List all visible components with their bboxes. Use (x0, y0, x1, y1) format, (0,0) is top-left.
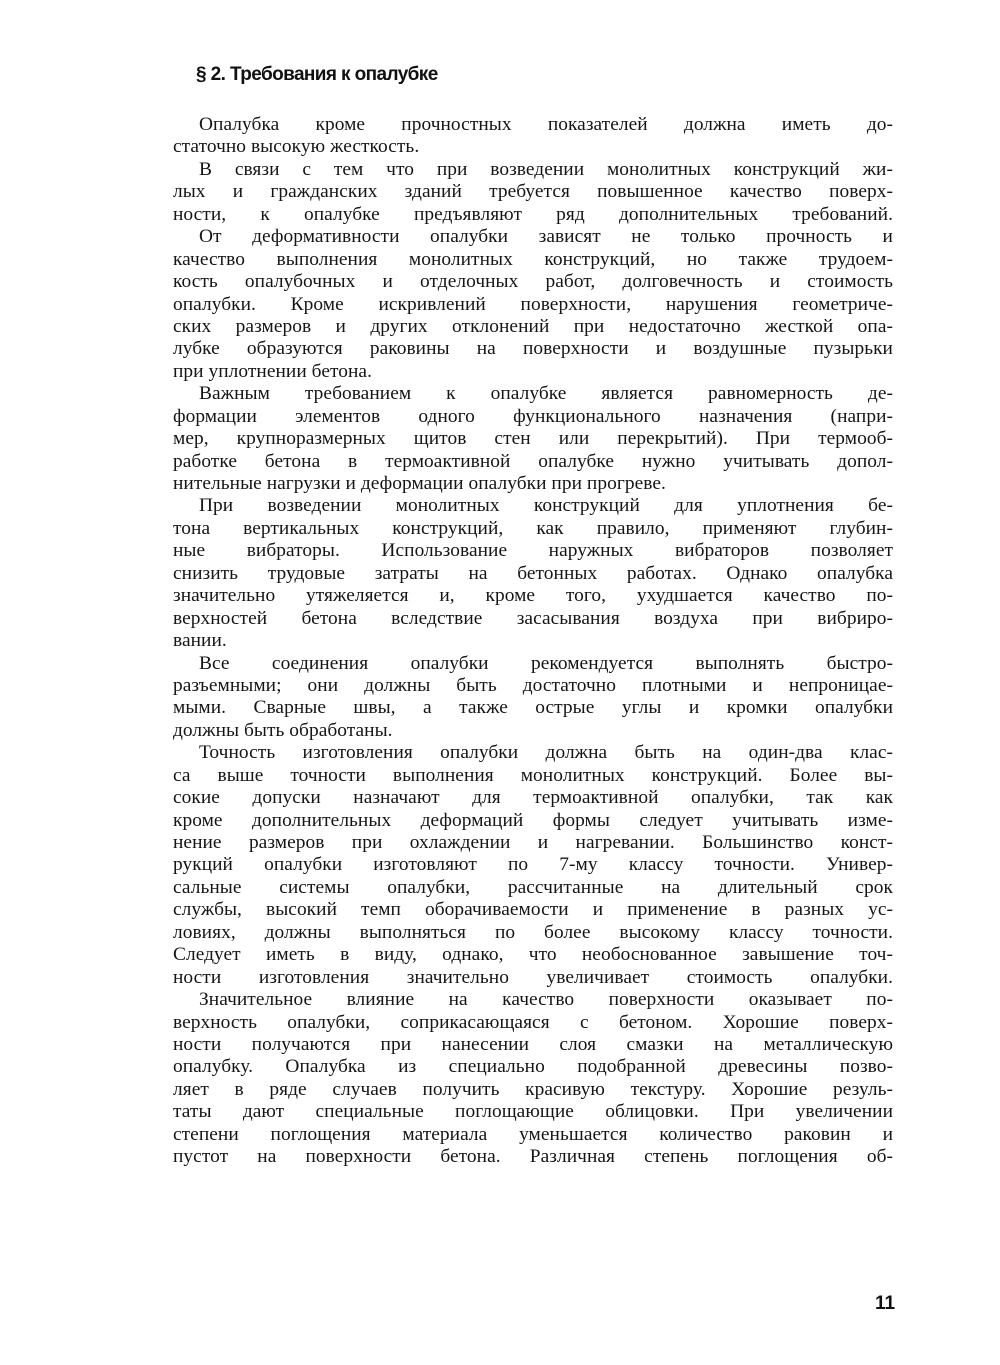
text-line: Точность изготовления опалубки должна быть на один-два клас- (199, 742, 893, 764)
paragraph (173, 114, 893, 159)
text-line: верхность опалубки, соприкасающаяся с бетоном. Хорошие поверх- (173, 1011, 893, 1033)
text-line: должны быть обработаны. (173, 719, 393, 741)
text-line: От деформативности опалубки зависят не только прочность и (199, 226, 893, 248)
section-heading: § 2. Требования к опалубке (196, 64, 438, 85)
text-line: сокие допуски назначают для термоактивной опалубки, так как (173, 787, 893, 809)
text-line: ности получаются при нанесении слоя смазки на металлическую (173, 1033, 893, 1055)
text-line: Важным требованием к опалубке является равномерность де- (199, 383, 893, 405)
paragraph (173, 383, 893, 495)
text-line: таты дают специальные поглощающие облицовки. При увеличении (173, 1101, 893, 1123)
text-line: тона вертикальных конструкций, как правило, применяют глубин- (173, 517, 893, 539)
text-line: качество выполнения монолитных конструкций, но также трудоем- (173, 248, 893, 270)
text-line: Все соединения опалубки рекомендуется выполнять быстро- (199, 652, 893, 674)
text-line: мыми. Сварные швы, а также острые углы и кромки опалубки (173, 697, 893, 719)
text-line: службы, высокий темп оборачиваемости и применение в разных ус- (173, 899, 893, 921)
paragraph (173, 159, 893, 226)
text-line: ляет в ряде случаев получить красивую текстуру. Хорошие резуль- (173, 1078, 893, 1100)
text-line: При возведении монолитных конструкций для уплотнения бе- (199, 495, 893, 517)
text-line: ные вибраторы. Использование наружных вибраторов позволяет (173, 540, 893, 562)
text-line: вании. (173, 630, 227, 652)
text-line: Значительное влияние на качество поверхности оказывает по- (199, 989, 893, 1011)
text-line: формации элементов одного функционального назначения (напри- (173, 405, 893, 427)
text-line: мер, крупноразмерных щитов стен или перекрытий). При термооб- (173, 428, 893, 450)
text-line: статочно высокую жесткость. (173, 136, 420, 158)
text-line: са выше точности выполнения монолитных конструкций. Более вы- (173, 764, 893, 786)
text-line: нение размеров при охлаждении и нагревании. Большинство конст- (173, 832, 893, 853)
text-line: ских размеров и других отклонений при недостаточно жесткой опа- (173, 315, 893, 337)
page-number: 11 (875, 1293, 896, 1314)
paragraph (173, 742, 893, 989)
text-line: ности изготовления значительно увеличивает стоимость опалубки. (173, 966, 893, 988)
text-line: нительные нагрузки и деформации опалубки при прогреве. (173, 473, 666, 494)
paragraph (173, 495, 893, 652)
text-line: опалубку. Опалубка из специально подобранной древесины позво- (173, 1056, 893, 1078)
text-line: кроме дополнительных деформаций формы следует учитывать изме- (173, 809, 893, 831)
paragraph (173, 226, 893, 383)
text-line: лых и гражданских зданий требуется повышенное качество поверх- (173, 181, 893, 203)
text-line: лубке образуются раковины на поверхности и воздушные пузырьки (173, 338, 893, 360)
text-line: кость опалубочных и отделочных работ, долговечность и стоимость (173, 271, 893, 293)
text-line: В связи с тем что при возведении монолитных конструкций жи- (199, 158, 893, 180)
body-text (173, 114, 893, 1169)
text-line: ности, к опалубке предъявляют ряд дополнительных требований. (173, 203, 893, 225)
text-line: степени поглощения материала уменьшается количество раковин и (173, 1123, 893, 1145)
text-line: пустот на поверхности бетона. Различная степень поглощения об- (173, 1146, 893, 1168)
text-line: разъемными; они должны быть достаточно плотными и непроницае- (173, 674, 893, 696)
text-line: снизить трудовые затраты на бетонных работах. Однако опалубка (173, 562, 893, 584)
text-line: верхностей бетона вследствие засасывания воздуха при вибриро- (173, 607, 893, 629)
paragraph (173, 989, 893, 1169)
text-line: рукций опалубки изготовляют по 7-му классу точности. Универ- (173, 854, 893, 876)
text-line: сальные системы опалубки, рассчитанные на длительный срок (173, 876, 893, 898)
text-line: при уплотнении бетона. (173, 360, 372, 382)
text-line: значительно утяжеляется и, кроме того, ухудшается качество по- (173, 585, 893, 607)
paragraph (173, 653, 893, 743)
text-line: Следует иметь в виду, однако, что необоснованное завышение точ- (173, 944, 893, 966)
text-line: ловиях, должны выполняться по более высокому классу точности. (173, 921, 893, 943)
text-line: Опалубка кроме прочностных показателей должна иметь до- (199, 114, 893, 135)
text-line: работке бетона в термоактивной опалубке нужно учитывать допол- (173, 450, 893, 472)
text-line: опалубки. Кроме искривлений поверхности, нарушения геометриче- (173, 293, 893, 315)
